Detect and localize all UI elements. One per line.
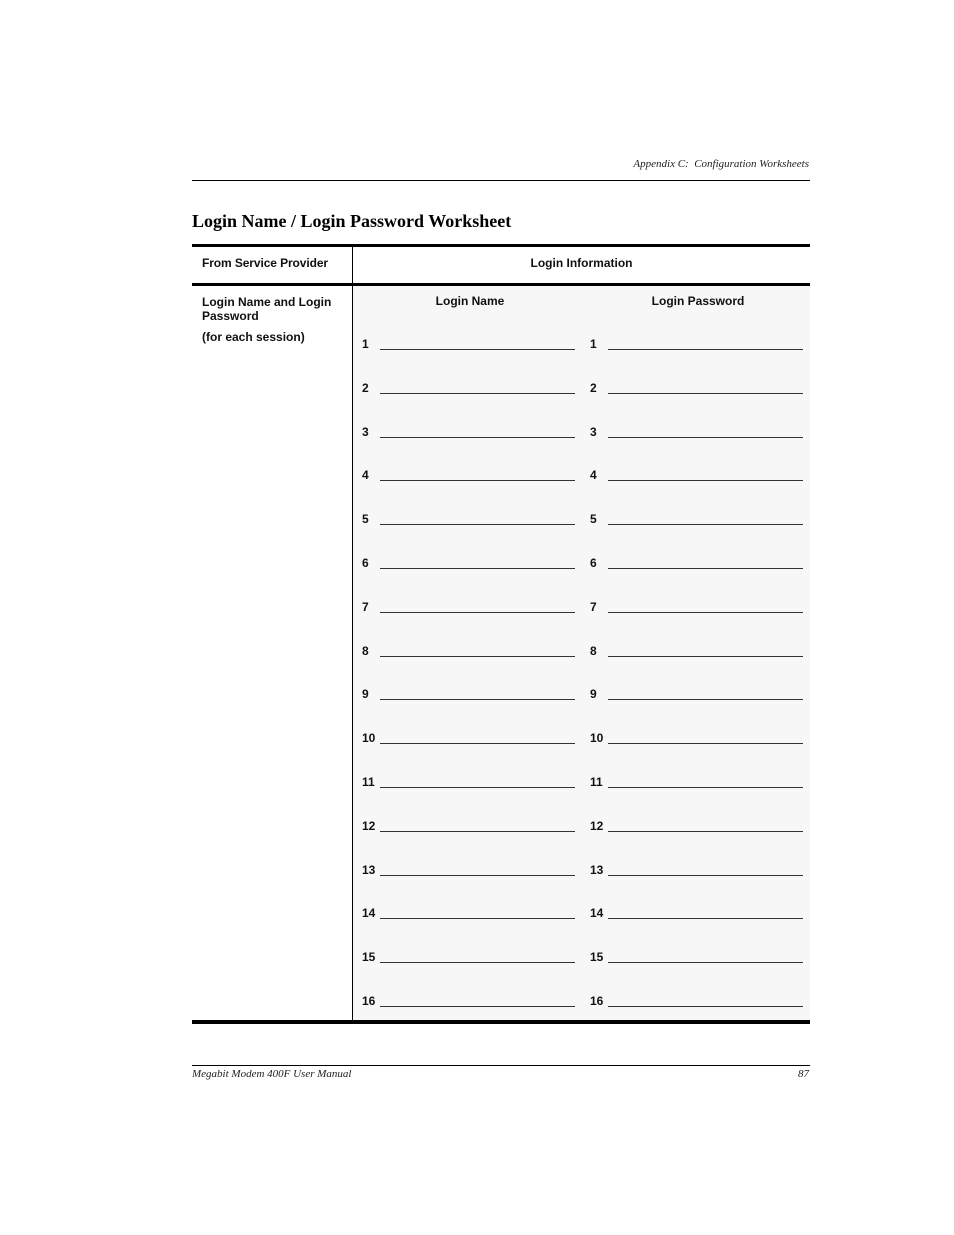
entry-number: 15 [590, 950, 604, 965]
column-header-login-name: Login Name [435, 294, 505, 308]
entry-number: 16 [590, 994, 604, 1008]
login-name-entry [362, 863, 577, 881]
entry-number: 16 [362, 994, 376, 1008]
footer-rule [192, 1065, 810, 1066]
entry-number: 4 [590, 468, 597, 483]
login-password-entry [590, 337, 805, 355]
footer-manual-title: Megabit Modem 400F User Manual [192, 1068, 352, 1080]
login-password-blank-line [608, 349, 803, 350]
login-name-entry [362, 644, 577, 662]
header-login-information: Login Information [530, 256, 633, 270]
login-password-entry [590, 381, 805, 399]
entry-number: 3 [590, 424, 597, 439]
login-name-blank-line [380, 437, 575, 438]
login-password-blank-line [608, 875, 803, 876]
row-label: Login Name and Login Password [202, 295, 332, 323]
login-name-entry [362, 468, 577, 486]
login-name-entry [362, 950, 577, 968]
column-header-login-password: Login Password [651, 294, 745, 308]
entry-number: 9 [362, 687, 369, 702]
entry-number: 3 [362, 424, 369, 439]
login-password-blank-line [608, 962, 803, 963]
login-password-entry [590, 994, 805, 1012]
running-header: Appendix C: Configuration Worksheets [633, 158, 809, 170]
login-password-entry [590, 950, 805, 968]
login-name-blank-line [380, 875, 575, 876]
page-title: Login Name / Login Password Worksheet [192, 211, 512, 231]
login-password-entry [590, 556, 805, 574]
table-top-rule [192, 244, 810, 247]
entry-number: 2 [362, 380, 369, 395]
login-name-blank-line [380, 524, 575, 525]
login-password-blank-line [608, 437, 803, 438]
login-name-blank-line [380, 962, 575, 963]
login-password-entry [590, 863, 805, 881]
login-name-entry [362, 906, 577, 924]
login-password-blank-line [608, 524, 803, 525]
login-password-entry [590, 687, 805, 705]
header-from-service-provider: From Service Provider [202, 256, 328, 270]
login-name-entry [362, 337, 577, 355]
entry-number: 1 [590, 337, 597, 351]
login-password-entry [590, 512, 805, 530]
login-name-entry [362, 556, 577, 574]
login-name-blank-line [380, 918, 575, 919]
entry-number: 12 [362, 818, 376, 833]
login-password-entry [590, 819, 805, 837]
login-password-blank-line [608, 612, 803, 613]
table-bottom-rule [192, 1020, 810, 1024]
entry-number: 7 [590, 599, 597, 614]
entry-number: 11 [362, 775, 375, 789]
entry-number: 13 [362, 862, 376, 877]
login-password-blank-line [608, 393, 803, 394]
worksheet-table [192, 244, 810, 1024]
login-name-entry [362, 600, 577, 618]
login-password-entry [590, 468, 805, 486]
entry-number: 12 [590, 818, 604, 833]
login-password-entry [590, 600, 805, 618]
login-name-blank-line [380, 787, 575, 788]
login-name-entry [362, 994, 577, 1012]
login-password-blank-line [608, 787, 803, 788]
column-divider [352, 247, 353, 1020]
table-header-rule [192, 283, 810, 286]
page-number: 87 [798, 1068, 809, 1080]
login-password-entry [590, 731, 805, 749]
login-name-blank-line [380, 831, 575, 832]
login-name-entry [362, 775, 577, 793]
entry-number: 6 [590, 556, 597, 570]
login-password-entry [590, 644, 805, 662]
login-name-entry [362, 381, 577, 399]
login-name-entry [362, 731, 577, 749]
entry-number: 1 [362, 337, 369, 351]
login-password-blank-line [608, 480, 803, 481]
entry-number: 10 [590, 731, 604, 746]
row-note: (for each session) [202, 330, 305, 344]
login-name-entry [362, 819, 577, 837]
entry-number: 2 [590, 380, 597, 395]
login-password-blank-line [608, 656, 803, 657]
login-password-blank-line [608, 918, 803, 919]
login-password-blank-line [608, 1006, 803, 1007]
entry-number: 11 [590, 775, 603, 789]
entry-number: 14 [362, 906, 376, 921]
login-name-blank-line [380, 349, 575, 350]
login-name-entry [362, 512, 577, 530]
login-password-blank-line [608, 743, 803, 744]
login-password-entry [590, 425, 805, 443]
entry-number: 7 [362, 599, 369, 614]
entry-number: 8 [590, 643, 597, 658]
entry-number: 5 [362, 512, 369, 527]
login-name-blank-line [380, 393, 575, 394]
login-name-blank-line [380, 612, 575, 613]
entry-number: 15 [362, 950, 376, 965]
header-rule [192, 180, 810, 181]
entry-number: 8 [362, 643, 369, 658]
entry-number: 10 [362, 731, 376, 746]
entry-number: 4 [362, 468, 369, 483]
login-name-blank-line [380, 743, 575, 744]
login-name-blank-line [380, 568, 575, 569]
login-password-entry [590, 775, 805, 793]
login-password-blank-line [608, 568, 803, 569]
login-password-blank-line [608, 699, 803, 700]
entry-number: 9 [590, 687, 597, 702]
entry-number: 13 [590, 862, 604, 877]
entry-number: 6 [362, 556, 369, 570]
login-name-blank-line [380, 656, 575, 657]
entry-number: 5 [590, 512, 597, 527]
login-name-entry [362, 425, 577, 443]
login-name-entry [362, 687, 577, 705]
login-password-blank-line [608, 831, 803, 832]
login-name-blank-line [380, 480, 575, 481]
login-name-blank-line [380, 699, 575, 700]
entry-number: 14 [590, 906, 604, 921]
login-name-blank-line [380, 1006, 575, 1007]
login-password-entry [590, 906, 805, 924]
